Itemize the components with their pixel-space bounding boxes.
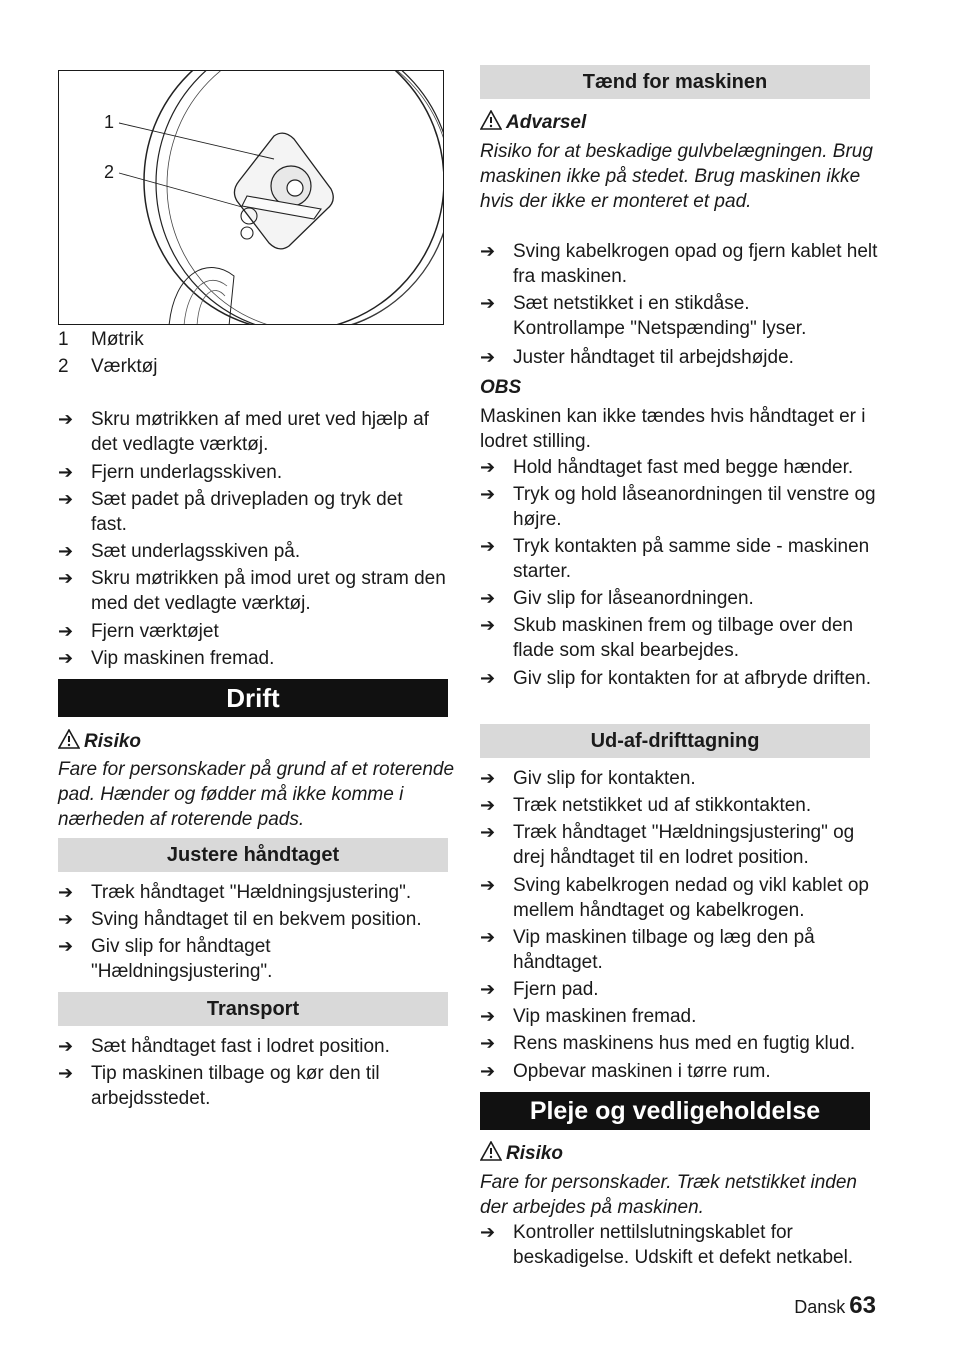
step-text: Skru møtrikken på imod uret og stram den med det vedlagte værktøj. bbox=[91, 568, 446, 614]
warning-label: Risiko bbox=[84, 731, 142, 752]
step-item bbox=[480, 873, 878, 923]
step-text: Skub maskinen frem og tilbage over den flade som skal bearbejdes. bbox=[513, 615, 854, 661]
step-item bbox=[480, 1004, 878, 1029]
step-text: Skru møtrikken af med uret ved hjælp af det vedlagte værktøj. bbox=[91, 409, 429, 455]
step-item bbox=[480, 291, 850, 341]
step-item bbox=[58, 619, 453, 644]
arrow-right-icon: ➔ bbox=[480, 1006, 496, 1026]
arrow-right-icon: ➔ bbox=[480, 768, 496, 788]
arrow-right-icon: ➔ bbox=[480, 484, 496, 504]
section-title-udaf: Ud-af-drifttagning bbox=[480, 724, 870, 758]
arrow-right-icon: ➔ bbox=[58, 409, 74, 429]
arrow-right-icon: ➔ bbox=[58, 882, 74, 902]
step-item bbox=[58, 934, 453, 984]
arrow-right-icon: ➔ bbox=[480, 457, 496, 477]
arrow-right-icon: ➔ bbox=[58, 462, 74, 482]
step-text: Sæt netstikket i en stikdåse. Kontrollampe "Netspænding" lyser. bbox=[513, 293, 807, 339]
arrow-right-icon: ➔ bbox=[480, 927, 496, 947]
step-text: Sving kabelkrogen nedad og vikl kablet op mellem håndtaget og kabelkrogen. bbox=[513, 875, 869, 921]
warning-label: Risiko bbox=[506, 1143, 564, 1164]
arrow-right-icon: ➔ bbox=[58, 936, 74, 956]
warning-heading bbox=[58, 729, 141, 756]
step-text: Fjern værktøjet bbox=[91, 621, 219, 642]
step-text: Kontroller nettilslutningskablet for beskadigelse. Udskift et defekt netkabel. bbox=[513, 1222, 854, 1268]
step-item bbox=[480, 1059, 878, 1084]
arrow-right-icon: ➔ bbox=[58, 568, 74, 588]
step-item bbox=[480, 977, 878, 1002]
arrow-right-icon: ➔ bbox=[480, 875, 496, 895]
arrow-right-icon: ➔ bbox=[58, 621, 74, 641]
step-text: Sæt underlagsskiven på. bbox=[91, 541, 301, 562]
step-text: Tryk kontakten på samme side - maskinen starter. bbox=[513, 536, 870, 582]
arrow-right-icon: ➔ bbox=[58, 909, 74, 929]
arrow-right-icon: ➔ bbox=[480, 822, 496, 842]
step-text: Vip maskinen tilbage og læg den på håndtaget. bbox=[513, 927, 815, 973]
step-text: Vip maskinen fremad. bbox=[513, 1006, 697, 1027]
step-text: Træk netstikket ud af stikkontakten. bbox=[513, 795, 812, 816]
step-item bbox=[58, 907, 453, 932]
step-item bbox=[480, 455, 878, 480]
arrow-right-icon: ➔ bbox=[480, 347, 496, 367]
step-item bbox=[58, 460, 453, 485]
section-title-justere: Justere håndtaget bbox=[58, 838, 448, 872]
step-item bbox=[480, 925, 850, 975]
arrow-right-icon: ➔ bbox=[58, 648, 74, 668]
section-title-drift: Drift bbox=[58, 679, 448, 717]
warning-triangle-icon bbox=[480, 1141, 506, 1168]
step-text: Træk håndtaget "Hældningsjustering". bbox=[91, 882, 412, 903]
step-item bbox=[480, 613, 878, 663]
arrow-right-icon: ➔ bbox=[480, 241, 496, 261]
step-text: Hold håndtaget fast med begge hænder. bbox=[513, 457, 854, 478]
step-item bbox=[480, 345, 878, 370]
page-footer bbox=[794, 1292, 876, 1320]
step-text: Giv slip for kontakten. bbox=[513, 768, 696, 789]
step-text: Giv slip for håndtaget "Hældningsjustering". bbox=[91, 936, 273, 982]
warning-text: Fare for personskader. Træk netstikket inden der arbejdes på maskinen. bbox=[480, 1172, 857, 1218]
page-number: 63 bbox=[849, 1292, 876, 1319]
step-text: Fjern pad. bbox=[513, 979, 599, 1000]
step-item bbox=[480, 820, 878, 870]
step-item bbox=[58, 1034, 453, 1059]
step-text: Vip maskinen fremad. bbox=[91, 648, 275, 669]
note-label: OBS bbox=[480, 377, 522, 398]
legend-text: Værktøj bbox=[91, 356, 158, 377]
warning-label: Advarsel bbox=[506, 112, 587, 133]
step-text: Fjern underlagsskiven. bbox=[91, 462, 283, 483]
callout-2: 2 bbox=[104, 162, 115, 182]
step-item bbox=[58, 407, 453, 457]
step-text: Rens maskinens hus med en fugtig klud. bbox=[513, 1033, 856, 1054]
step-text: Tryk og hold låseanordningen til venstre og højre. bbox=[513, 484, 876, 530]
step-item bbox=[58, 646, 453, 671]
step-text: Opbevar maskinen i tørre rum. bbox=[513, 1061, 771, 1082]
legend-number: 1 bbox=[58, 329, 69, 350]
step-item bbox=[480, 482, 878, 532]
warning-triangle-icon bbox=[480, 110, 506, 137]
note-text: Maskinen kan ikke tændes hvis håndtaget er i lodret stilling. bbox=[480, 406, 866, 452]
arrow-right-icon: ➔ bbox=[480, 588, 496, 608]
section-title-transport: Transport bbox=[58, 992, 448, 1026]
arrow-right-icon: ➔ bbox=[480, 1222, 496, 1242]
step-text: Sving håndtaget til en bekvem position. bbox=[91, 909, 422, 930]
step-item bbox=[480, 1031, 878, 1056]
step-item bbox=[480, 239, 878, 289]
arrow-right-icon: ➔ bbox=[480, 536, 496, 556]
legend-text: Møtrik bbox=[91, 329, 144, 350]
step-text: Sæt padet på drivepladen og tryk det fast. bbox=[91, 489, 403, 535]
section-title-taend: Tænd for maskinen bbox=[480, 65, 870, 99]
step-item bbox=[58, 1061, 453, 1111]
warning-text: Risiko for at beskadige gulvbelægningen. Brug maskinen ikke på stedet. Brug maskinen ikke hvis der ikke er monteret et pad. bbox=[480, 141, 873, 212]
warning-text: Fare for personskader på grund af et roterende pad. Hænder og fødder må ikke komme i nærheden af roterende pads. bbox=[58, 759, 455, 830]
step-item bbox=[480, 666, 878, 691]
legend-item bbox=[58, 355, 158, 379]
step-item bbox=[480, 793, 878, 818]
arrow-right-icon: ➔ bbox=[480, 668, 496, 688]
warning-triangle-icon bbox=[58, 729, 84, 756]
step-item bbox=[58, 880, 453, 905]
step-item bbox=[480, 766, 878, 791]
step-text: Sving kabelkrogen opad og fjern kablet helt fra maskinen. bbox=[513, 241, 878, 287]
step-text: Sæt håndtaget fast i lodret position. bbox=[91, 1036, 390, 1057]
step-text: Giv slip for låseanordningen. bbox=[513, 588, 754, 609]
arrow-right-icon: ➔ bbox=[480, 293, 496, 313]
arrow-right-icon: ➔ bbox=[58, 541, 74, 561]
arrow-right-icon: ➔ bbox=[480, 1033, 496, 1053]
step-text: Tip maskinen tilbage og kør den til arbejdsstedet. bbox=[91, 1063, 380, 1109]
step-item bbox=[58, 487, 438, 537]
arrow-right-icon: ➔ bbox=[480, 795, 496, 815]
arrow-right-icon: ➔ bbox=[58, 489, 74, 509]
step-item bbox=[58, 566, 453, 616]
pad-mounting-figure bbox=[58, 70, 444, 325]
step-item bbox=[58, 539, 453, 564]
legend-item bbox=[58, 328, 144, 352]
step-item bbox=[480, 586, 878, 611]
callout-1: 1 bbox=[104, 112, 115, 132]
arrow-right-icon: ➔ bbox=[480, 1061, 496, 1081]
step-text: Juster håndtaget til arbejdshøjde. bbox=[513, 347, 794, 368]
legend-number: 2 bbox=[58, 356, 69, 377]
section-title-pleje: Pleje og vedligeholdelse bbox=[480, 1092, 870, 1130]
footer-language: Dansk bbox=[794, 1297, 846, 1317]
pad-illustration bbox=[59, 71, 444, 325]
step-text: Træk håndtaget "Hældningsjustering" og drej håndtaget til en lodret position. bbox=[513, 822, 855, 868]
step-item bbox=[480, 534, 878, 584]
arrow-right-icon: ➔ bbox=[480, 615, 496, 635]
step-item bbox=[480, 1220, 878, 1270]
step-text: Giv slip for kontakten for at afbryde driften. bbox=[513, 668, 872, 689]
arrow-right-icon: ➔ bbox=[480, 979, 496, 999]
warning-heading bbox=[480, 110, 586, 137]
arrow-right-icon: ➔ bbox=[58, 1036, 74, 1056]
warning-heading bbox=[480, 1141, 563, 1168]
arrow-right-icon: ➔ bbox=[58, 1063, 74, 1083]
